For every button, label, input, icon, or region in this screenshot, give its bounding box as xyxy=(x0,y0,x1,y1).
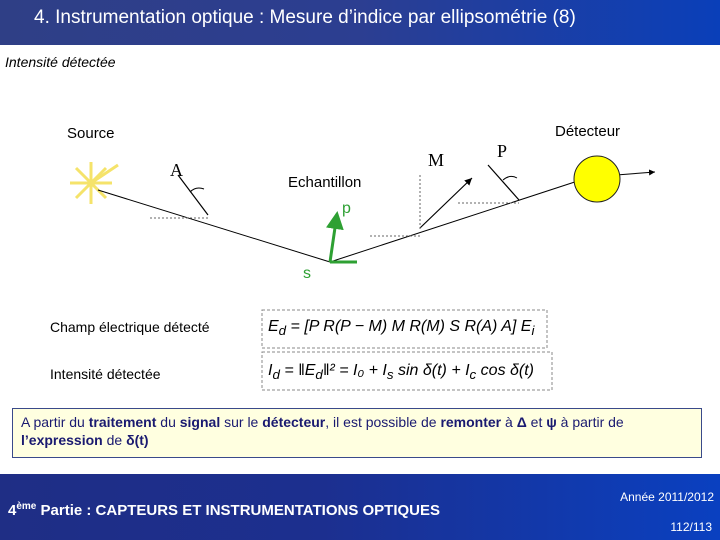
analyser-p xyxy=(458,165,519,203)
incident-beam xyxy=(98,190,330,262)
polarizer-a xyxy=(150,175,208,218)
detecteur-label: Détecteur xyxy=(555,123,621,140)
m-label: M xyxy=(428,150,445,170)
source-label: Source xyxy=(67,125,115,142)
echantillon-label: Echantillon xyxy=(288,174,362,191)
footer-bar xyxy=(0,474,720,540)
champ-lhs: E xyxy=(268,318,279,335)
intensite-equation: $I_d$ = $‖E_d‖^2 = I_0 + I_s$ $\sin \delta(t) + I_c$ cos δ(t) xyxy=(268,362,534,383)
subtitle: Intensité détectée xyxy=(5,54,116,70)
p-label: P xyxy=(497,141,508,161)
a-label: A xyxy=(170,160,183,180)
compensator-m xyxy=(370,175,472,236)
footer-year: Année 2011/2012 xyxy=(620,490,714,504)
p-axis-label: p xyxy=(342,200,351,217)
conclusion-note: A partir du traitement du signal sur le détecteur, il est possible de remonter à Δ et ψ à partir de l’expression de δ(t) xyxy=(12,408,702,458)
page-number: 112/113 xyxy=(670,520,712,534)
p-axis-arrow xyxy=(330,214,337,262)
detector-circle xyxy=(574,156,620,202)
champ-equation: $E_d = [P$ R(P − M) M R(M) S R(A) A] $E_i$ xyxy=(268,318,535,339)
footer-part-title: 4ème Partie : CAPTEURS ET INSTRUMENTATIONS OPTIQUES xyxy=(8,501,441,519)
intensite-label: Intensité détectée xyxy=(50,366,161,382)
source-star-icon xyxy=(70,162,118,204)
champ-rhs: = [P R(P − M) M R(M) S R(A) A] xyxy=(286,318,521,335)
page-title: 4. Instrumentation optique : Mesure d’indice par ellipsométrie (8) xyxy=(34,7,576,28)
champ-label: Champ électrique détecté xyxy=(50,319,210,335)
s-axis-label: s xyxy=(303,265,311,282)
